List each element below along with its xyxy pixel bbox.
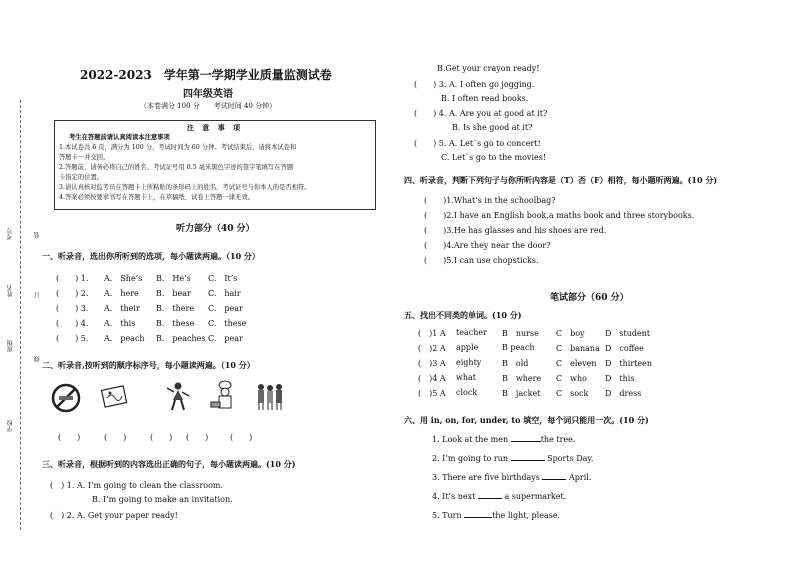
exam-title: 2022-2023 学年第一学期学业质量监测试卷 <box>80 68 332 82</box>
section3-title: 三、听录音，根据听到的内容选出正确的句子，每小题读两遍。(10 分) <box>42 459 296 469</box>
fill-sentence: 3. There are five birthdays April. <box>432 473 592 482</box>
fill-sentence: 2. I’m going to run Sports Day. <box>432 454 594 463</box>
side-label-class: 班级 <box>7 340 14 352</box>
fill-blank[interactable] <box>542 479 566 480</box>
order-blank-1[interactable]: ( ) <box>58 433 81 442</box>
order-blank-5[interactable]: ( ) <box>230 433 253 442</box>
notice-line: 4.答案必须按要求书写在答题卡上，在草稿纸、试卷上答题一律无效。 <box>59 194 254 201</box>
s3-cont-line: B. Is she good at it? <box>452 123 533 132</box>
order-blank-4[interactable]: ( ) <box>186 433 209 442</box>
fill-blank[interactable] <box>511 441 541 442</box>
side-label-school: 学校 <box>7 420 14 432</box>
notice-line: 考生在答题前请认真阅读本注意事项 <box>69 134 170 141</box>
notice-line: 卡指定的位置。 <box>59 174 104 181</box>
s3-cont-line: B.Get your crayon ready! <box>437 64 540 73</box>
s4-line: ( )3.He has glasses and his shoes are red. <box>424 226 607 235</box>
s4-line: ( )1.What’s in the schoolbag? <box>424 196 556 205</box>
exam-subject: 四年级英语 <box>183 89 233 100</box>
s3-cont-line: ( ) 3. A. I often go jogging. <box>414 80 535 89</box>
s4-line: ( )5.I can use chopsticks. <box>424 256 539 265</box>
family-icon <box>254 380 286 412</box>
dancer-icon <box>162 380 194 412</box>
s3-cont-line: B. I often read books. <box>441 94 529 103</box>
notice-line: 2.答题前，请务必将自己的姓名、考试证号用 0.5 毫米黑色字迹的签字笔填写在答题 <box>59 164 294 171</box>
s3-line: ( ) 1. A. I’m going to clean the classroom. <box>50 481 224 490</box>
notice-line: 1.本试卷共 6 页，满分为 100 分，考试时间为 60 分钟。考试结束后，请将本试卷和 <box>59 144 297 151</box>
greeting-card-icon <box>98 380 130 412</box>
chef-icon <box>208 380 240 412</box>
side-mark-ding: 订 <box>34 292 41 298</box>
no-smoking-icon <box>50 382 82 414</box>
exam-info: （本卷满分 100 分 考试时间 40 分钟） <box>140 102 277 110</box>
side-label-name: 姓名 <box>7 285 14 297</box>
s3-cont-line: ( ) 5. A. Let`s go to concert! <box>414 139 541 148</box>
notice-line: 3.请认真核对监考员在答题卡上所粘贴的条形码上的姓名、考试证号与你本人的是否相符。 <box>59 184 311 191</box>
fill-blank[interactable] <box>511 460 545 461</box>
notice-title: 注 意 事 项 <box>186 123 244 132</box>
fill-blank[interactable] <box>464 517 492 518</box>
order-blank-2[interactable]: ( ) <box>104 433 127 442</box>
listening-heading: 听力部分（40 分） <box>176 224 255 234</box>
notice-line: 答题卡一并交回。 <box>59 154 110 161</box>
section4-title: 四、听录音，判断下列句子与你所听内容是（T）否（F）相符，每小题听两遍。(10 分) <box>404 175 718 185</box>
side-mark-zhuang: 装 <box>34 232 41 238</box>
order-blank-3[interactable]: ( ) <box>150 433 173 442</box>
writing-heading: 笔试部分（60 分） <box>550 293 629 303</box>
s3-cont-line: C. Let`s go to the movies! <box>441 153 547 162</box>
section6-title: 六、用 in, on, for, under, to 填空，每个词只能用一次。(10 分) <box>404 415 649 425</box>
section2-title: 二、听录音,按听到的顺序标序号，每小题读两遍。（10 分） <box>42 360 255 370</box>
binding-line <box>20 100 21 530</box>
side-label-id: 考号 <box>7 228 14 240</box>
s3-line: B. I’m going to make an invitation. <box>92 495 233 504</box>
fill-sentence: 4. It’s next a supermarket. <box>432 492 567 501</box>
s4-line: ( )4.Are they near the door? <box>424 241 551 250</box>
s3-cont-line: ( ) 4. A. Are you at good at it? <box>414 109 548 118</box>
notice-box <box>54 120 376 210</box>
fill-blank[interactable] <box>478 498 502 499</box>
side-mark-xian: 线 <box>34 356 41 362</box>
section1-title: 一、听录音，选出你所听到的选项，每小题读两遍。（10 分） <box>42 251 260 261</box>
s3-line: ( ) 2. A. Get your paper ready! <box>50 511 178 520</box>
fill-sentence: 5. Turn the light, please. <box>432 511 561 520</box>
section5-title: 五、找出不同类的单词。(10 分) <box>404 310 522 320</box>
fill-sentence: 1. Look at the men the tree. <box>432 435 576 444</box>
s4-line: ( )2.I have an English book,a maths book and three storybooks. <box>424 211 695 220</box>
